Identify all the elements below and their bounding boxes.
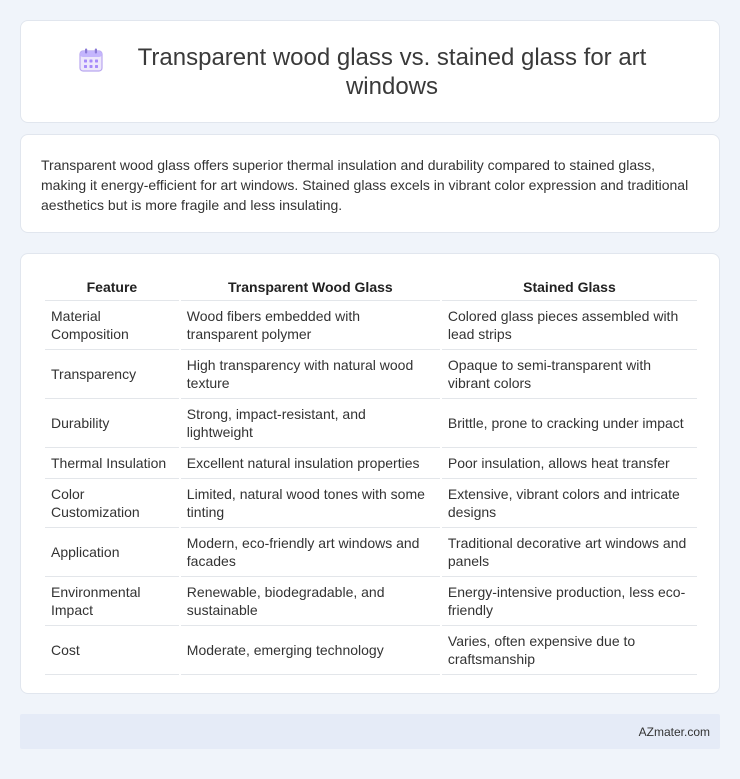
cell-stained: Colored glass pieces assembled with lead strips bbox=[442, 301, 697, 350]
cell-feature: Material Composition bbox=[45, 301, 179, 350]
cell-feature: Environmental Impact bbox=[45, 577, 179, 626]
table-row bbox=[45, 350, 697, 399]
comparison-table bbox=[43, 276, 699, 675]
header-stained-glass: Stained Glass bbox=[442, 276, 697, 301]
title-card bbox=[20, 20, 720, 123]
title-wrap bbox=[78, 43, 662, 101]
cell-stained: Extensive, vibrant colors and intricate designs bbox=[442, 479, 697, 528]
table-row bbox=[45, 626, 697, 675]
cell-stained: Energy-intensive production, less eco-friendly bbox=[442, 577, 697, 626]
header-feature: Feature bbox=[45, 276, 179, 301]
cell-wood: Limited, natural wood tones with some tinting bbox=[181, 479, 440, 528]
cell-stained: Traditional decorative art windows and panels bbox=[442, 528, 697, 577]
summary-text: Transparent wood glass offers superior thermal insulation and durability compared to stained glass, making it energy-efficient for art windows. Stained glass excels in vibrant color expression and traditional aesthetics but is more fragile and less insulating. bbox=[41, 157, 689, 213]
cell-stained: Brittle, prone to cracking under impact bbox=[442, 399, 697, 448]
cell-stained: Opaque to semi-transparent with vibrant colors bbox=[442, 350, 697, 399]
table-header-row bbox=[45, 276, 697, 301]
page-title: Transparent wood glass vs. stained glass for art windows bbox=[137, 43, 647, 100]
cell-feature: Cost bbox=[45, 626, 179, 675]
table-row bbox=[45, 399, 697, 448]
table-row bbox=[45, 301, 697, 350]
summary-card bbox=[20, 134, 720, 233]
cell-stained: Poor insulation, allows heat transfer bbox=[442, 448, 697, 479]
footer-brand[interactable]: AZmater.com bbox=[638, 724, 710, 739]
cell-feature: Durability bbox=[45, 399, 179, 448]
cell-wood: Moderate, emerging technology bbox=[181, 626, 440, 675]
cell-wood: Renewable, biodegradable, and sustainable bbox=[181, 577, 440, 626]
table-row bbox=[45, 528, 697, 577]
cell-feature: Transparency bbox=[45, 350, 179, 399]
table-row bbox=[45, 479, 697, 528]
cell-feature: Color Customization bbox=[45, 479, 179, 528]
table-row bbox=[45, 448, 697, 479]
footer-bar bbox=[20, 714, 720, 749]
table-row bbox=[45, 577, 697, 626]
cell-feature: Thermal Insulation bbox=[45, 448, 179, 479]
cell-wood: High transparency with natural wood texture bbox=[181, 350, 440, 399]
cell-wood: Excellent natural insulation properties bbox=[181, 448, 440, 479]
comparison-table-card bbox=[20, 253, 720, 694]
calendar-icon bbox=[78, 47, 104, 73]
cell-wood: Modern, eco-friendly art windows and facades bbox=[181, 528, 440, 577]
cell-feature: Application bbox=[45, 528, 179, 577]
cell-stained: Varies, often expensive due to craftsmanship bbox=[442, 626, 697, 675]
cell-wood: Wood fibers embedded with transparent polymer bbox=[181, 301, 440, 350]
header-transparent-wood-glass: Transparent Wood Glass bbox=[181, 276, 440, 301]
cell-wood: Strong, impact-resistant, and lightweight bbox=[181, 399, 440, 448]
